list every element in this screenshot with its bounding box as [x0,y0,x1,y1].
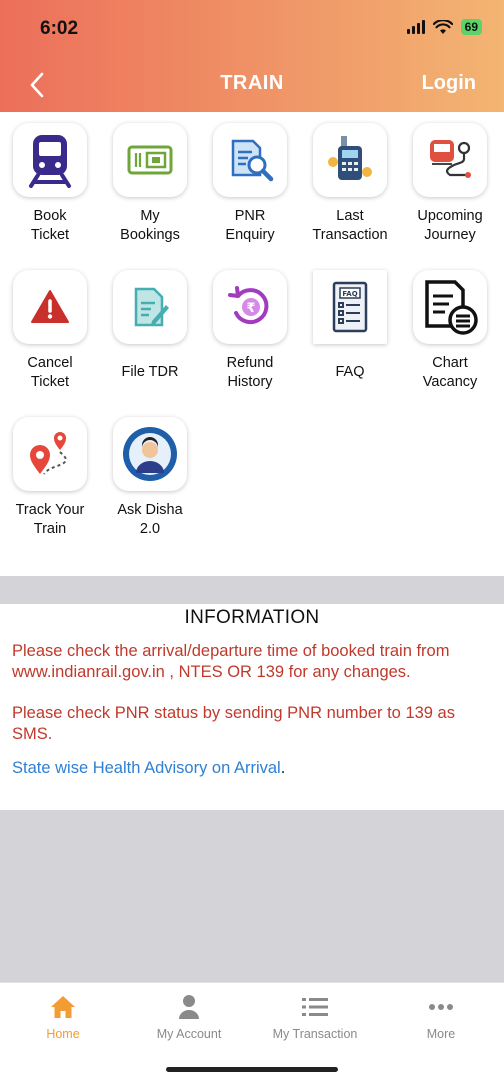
faq-icon [330,281,370,333]
app-header [0,0,504,112]
train-icon [22,131,78,189]
info-link-line [12,759,492,778]
svg-text:FAQ: FAQ [342,290,358,298]
home-indicator[interactable] [166,1067,338,1072]
service-label: Last Transaction [312,208,388,243]
svg-text:₹: ₹ [246,301,256,316]
cancel-ticket-tile[interactable] [0,270,100,392]
service-label: PNR Enquiry [225,208,275,243]
faq-tile[interactable] [300,270,400,382]
login-button[interactable]: Login [421,72,476,94]
service-label: Chart Vacancy [422,355,478,390]
wifi-icon [433,20,453,35]
tab-my-transaction[interactable] [252,993,378,1041]
service-label: Refund History [226,355,274,390]
person-icon [178,994,200,1020]
services-grid [0,112,504,576]
pnr-enquiry-tile[interactable] [200,123,300,245]
tab-label: More [426,1027,456,1041]
card-machine-icon [325,134,375,186]
last-transaction-tile[interactable] [300,123,400,245]
rupee-refund-icon [226,283,274,331]
section-divider [0,576,504,604]
service-label: Upcoming Journey [417,208,483,243]
map-pin-route-icon [24,428,76,480]
tab-label: My Transaction [272,1027,358,1041]
document-edit-icon [130,285,170,329]
service-label: Track Your Train [15,502,85,537]
status-icons [407,19,482,35]
chart-list-icon [421,278,479,336]
service-label: Book Ticket [30,208,70,243]
file-tdr-tile[interactable] [100,270,200,382]
list-icon [302,997,328,1017]
my-bookings-tile[interactable] [100,123,200,245]
info-message-arrival: Please check the arrival/departure time of booked train from www.indianrail.gov.in , NTES OR 139 for any changes. [12,642,450,681]
refund-history-tile[interactable] [200,270,300,392]
tab-label: My Account [156,1027,222,1041]
ask-disha-tile[interactable] [100,417,200,539]
service-label: My Bookings [120,208,180,243]
more-dots-icon [428,1003,454,1011]
journey-route-icon [424,134,476,186]
tab-more[interactable] [378,993,504,1041]
information-title: INFORMATION [184,607,320,628]
health-advisory-link[interactable]: State wise Health Advisory on Arrival [12,759,281,777]
bottom-tab-bar [0,982,504,1088]
book-ticket-tile[interactable] [0,123,100,245]
service-label: FAQ [335,364,365,380]
tab-home[interactable] [0,993,126,1041]
tab-my-account[interactable] [126,993,252,1041]
home-icon [50,995,76,1019]
upcoming-journey-tile[interactable] [400,123,500,245]
chart-vacancy-tile[interactable] [400,270,500,392]
status-time: 6:02 [40,18,79,39]
signal-icon [407,20,425,34]
page-title: TRAIN [220,72,284,94]
pnr-search-icon [225,135,275,185]
service-label: Cancel Ticket [27,355,73,390]
battery-indicator: 69 [461,19,482,35]
service-label: File TDR [121,364,179,380]
tab-label: Home [46,1027,80,1041]
disha-bot-icon [121,425,179,483]
service-label: Ask Disha 2.0 [117,502,183,537]
ticket-icon [127,143,173,177]
information-panel [0,604,504,810]
track-your-train-tile[interactable] [0,417,100,539]
warning-icon [30,289,70,325]
info-message-pnr: Please check PNR status by sending PNR number to 139 as SMS. [12,704,455,743]
link-suffix: . [280,759,286,777]
